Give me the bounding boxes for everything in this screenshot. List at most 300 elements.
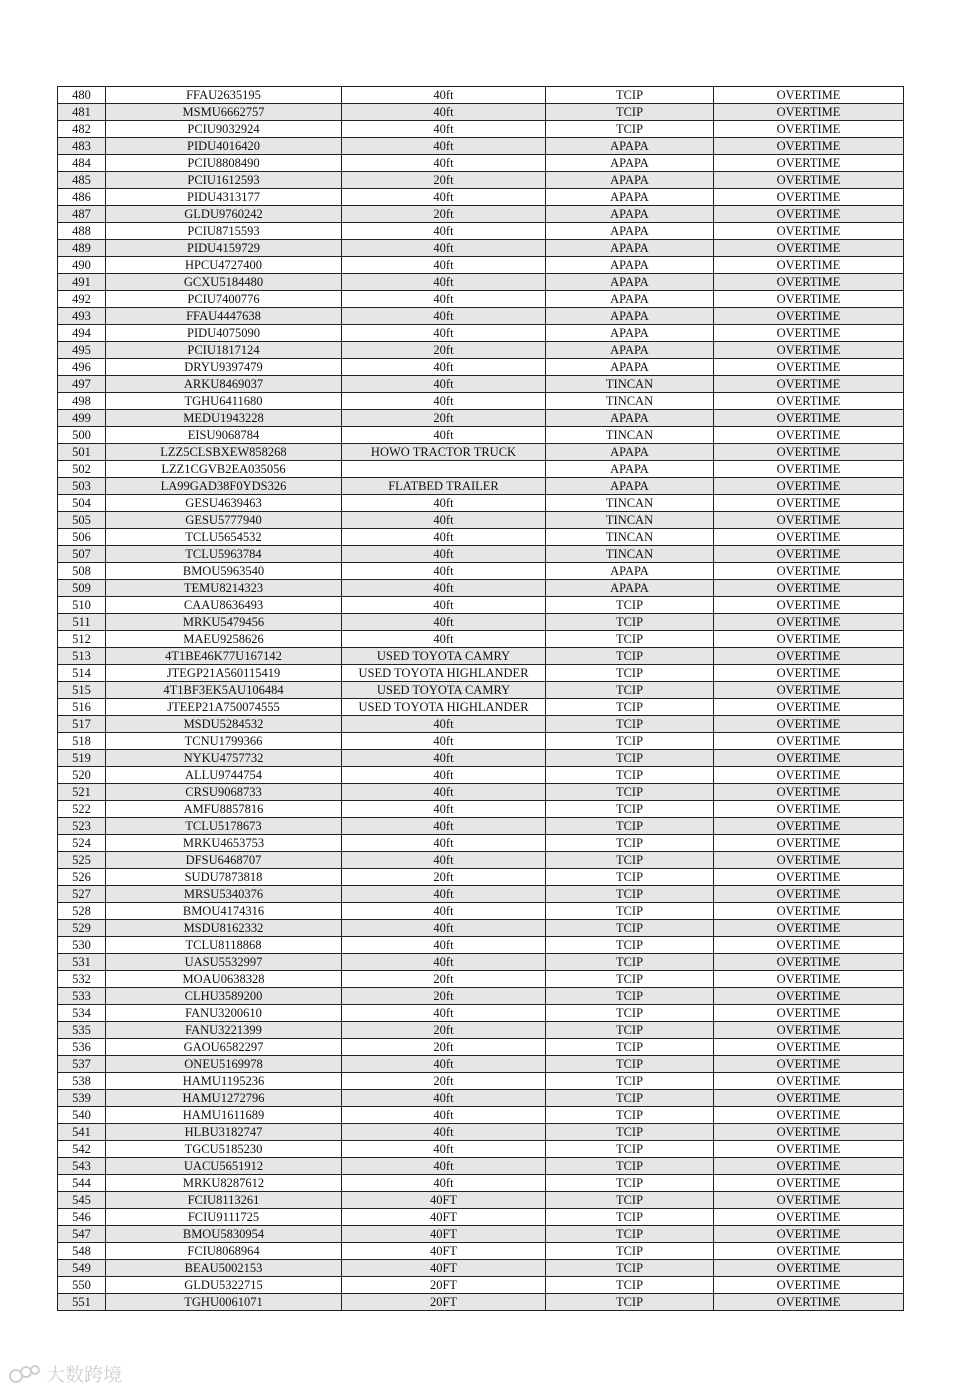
container-id-cell: TCLU8118868	[106, 937, 342, 954]
status-cell: OVERTIME	[714, 393, 904, 410]
row-number-cell: 486	[58, 189, 106, 206]
container-id-cell: GESU4639463	[106, 495, 342, 512]
status-cell: OVERTIME	[714, 478, 904, 495]
terminal-cell: APAPA	[546, 461, 714, 478]
container-id-cell: 4T1BF3EK5AU106484	[106, 682, 342, 699]
row-number-cell: 499	[58, 410, 106, 427]
size-description-cell: 40FT	[342, 1243, 546, 1260]
status-cell: OVERTIME	[714, 410, 904, 427]
container-id-cell: DFSU6468707	[106, 852, 342, 869]
container-id-cell: GLDU5322715	[106, 1277, 342, 1294]
status-cell: OVERTIME	[714, 1022, 904, 1039]
size-description-cell: 40ft	[342, 1124, 546, 1141]
container-id-cell: CLHU3589200	[106, 988, 342, 1005]
terminal-cell: TCIP	[546, 1073, 714, 1090]
container-id-cell: UASU5532997	[106, 954, 342, 971]
table-row	[58, 1294, 904, 1311]
table-row	[58, 580, 904, 597]
container-id-cell: TCNU1799366	[106, 733, 342, 750]
terminal-cell: TCIP	[546, 733, 714, 750]
table-row	[58, 1192, 904, 1209]
status-cell: OVERTIME	[714, 1005, 904, 1022]
row-number-cell: 496	[58, 359, 106, 376]
container-id-cell: GAOU6582297	[106, 1039, 342, 1056]
table-row	[58, 461, 904, 478]
size-description-cell: 40ft	[342, 580, 546, 597]
status-cell: OVERTIME	[714, 665, 904, 682]
table-row	[58, 903, 904, 920]
size-description-cell: 20ft	[342, 206, 546, 223]
table-row	[58, 546, 904, 563]
table-row	[58, 257, 904, 274]
size-description-cell: 40ft	[342, 308, 546, 325]
container-table-sheet	[57, 86, 904, 1311]
status-cell: OVERTIME	[714, 1175, 904, 1192]
container-id-cell: PIDU4159729	[106, 240, 342, 257]
status-cell: OVERTIME	[714, 104, 904, 121]
table-row	[58, 920, 904, 937]
status-cell: OVERTIME	[714, 529, 904, 546]
terminal-cell: TCIP	[546, 835, 714, 852]
table-row	[58, 1209, 904, 1226]
row-number-cell: 491	[58, 274, 106, 291]
status-cell: OVERTIME	[714, 189, 904, 206]
size-description-cell: 40ft	[342, 240, 546, 257]
terminal-cell: TCIP	[546, 954, 714, 971]
container-id-cell: PIDU4313177	[106, 189, 342, 206]
status-cell: OVERTIME	[714, 546, 904, 563]
row-number-cell: 528	[58, 903, 106, 920]
table-row	[58, 393, 904, 410]
row-number-cell: 513	[58, 648, 106, 665]
table-row	[58, 1260, 904, 1277]
status-cell: OVERTIME	[714, 325, 904, 342]
status-cell: OVERTIME	[714, 682, 904, 699]
status-cell: OVERTIME	[714, 1073, 904, 1090]
size-description-cell: 40ft	[342, 138, 546, 155]
table-row	[58, 104, 904, 121]
row-number-cell: 511	[58, 614, 106, 631]
status-cell: OVERTIME	[714, 1090, 904, 1107]
table-row	[58, 342, 904, 359]
row-number-cell: 543	[58, 1158, 106, 1175]
table-row	[58, 665, 904, 682]
row-number-cell: 520	[58, 767, 106, 784]
table-row	[58, 716, 904, 733]
status-cell: OVERTIME	[714, 257, 904, 274]
size-description-cell: 40ft	[342, 937, 546, 954]
terminal-cell: TCIP	[546, 1175, 714, 1192]
size-description-cell: 20ft	[342, 1039, 546, 1056]
table-row	[58, 1022, 904, 1039]
terminal-cell: TCIP	[546, 614, 714, 631]
container-id-cell: MAEU9258626	[106, 631, 342, 648]
container-id-cell: ARKU8469037	[106, 376, 342, 393]
table-row	[58, 359, 904, 376]
size-description-cell: 40ft	[342, 155, 546, 172]
container-id-cell: LZZ5CLSBXEW858268	[106, 444, 342, 461]
status-cell: OVERTIME	[714, 1260, 904, 1277]
row-number-cell: 551	[58, 1294, 106, 1311]
size-description-cell: USED TOYOTA CAMRY	[342, 648, 546, 665]
size-description-cell: 20FT	[342, 1294, 546, 1311]
terminal-cell: TCIP	[546, 818, 714, 835]
status-cell: OVERTIME	[714, 461, 904, 478]
status-cell: OVERTIME	[714, 699, 904, 716]
table-row	[58, 784, 904, 801]
size-description-cell: 40ft	[342, 189, 546, 206]
row-number-cell: 519	[58, 750, 106, 767]
terminal-cell: TCIP	[546, 1090, 714, 1107]
table-row	[58, 223, 904, 240]
table-row	[58, 1005, 904, 1022]
row-number-cell: 518	[58, 733, 106, 750]
terminal-cell: TINCAN	[546, 376, 714, 393]
container-id-cell: UACU5651912	[106, 1158, 342, 1175]
row-number-cell: 534	[58, 1005, 106, 1022]
status-cell: OVERTIME	[714, 1124, 904, 1141]
row-number-cell: 548	[58, 1243, 106, 1260]
table-row	[58, 937, 904, 954]
container-id-cell: MSDU8162332	[106, 920, 342, 937]
row-number-cell: 495	[58, 342, 106, 359]
status-cell: OVERTIME	[714, 274, 904, 291]
row-number-cell: 509	[58, 580, 106, 597]
status-cell: OVERTIME	[714, 1039, 904, 1056]
container-id-cell: MRSU5340376	[106, 886, 342, 903]
size-description-cell: HOWO TRACTOR TRUCK	[342, 444, 546, 461]
table-row	[58, 801, 904, 818]
table-row	[58, 308, 904, 325]
size-description-cell: 20ft	[342, 342, 546, 359]
row-number-cell: 539	[58, 1090, 106, 1107]
size-description-cell: USED TOYOTA HIGHLANDER	[342, 699, 546, 716]
container-id-cell: PCIU9032924	[106, 121, 342, 138]
container-id-cell: PIDU4075090	[106, 325, 342, 342]
size-description-cell: 40ft	[342, 631, 546, 648]
row-number-cell: 484	[58, 155, 106, 172]
row-number-cell: 489	[58, 240, 106, 257]
container-id-cell: BMOU5830954	[106, 1226, 342, 1243]
terminal-cell: TCIP	[546, 665, 714, 682]
row-number-cell: 501	[58, 444, 106, 461]
container-id-cell: PCIU8808490	[106, 155, 342, 172]
container-id-cell: FCIU8068964	[106, 1243, 342, 1260]
size-description-cell: 40ft	[342, 954, 546, 971]
terminal-cell: TCIP	[546, 1141, 714, 1158]
row-number-cell: 488	[58, 223, 106, 240]
row-number-cell: 535	[58, 1022, 106, 1039]
container-table	[57, 86, 904, 1311]
row-number-cell: 498	[58, 393, 106, 410]
row-number-cell: 503	[58, 478, 106, 495]
row-number-cell: 538	[58, 1073, 106, 1090]
size-description-cell: 40ft	[342, 920, 546, 937]
table-row	[58, 291, 904, 308]
row-number-cell: 507	[58, 546, 106, 563]
row-number-cell: 533	[58, 988, 106, 1005]
size-description-cell: 40ft	[342, 563, 546, 580]
table-row	[58, 376, 904, 393]
status-cell: OVERTIME	[714, 1158, 904, 1175]
status-cell: OVERTIME	[714, 597, 904, 614]
container-id-cell: PCIU1612593	[106, 172, 342, 189]
terminal-cell: APAPA	[546, 189, 714, 206]
row-number-cell: 500	[58, 427, 106, 444]
table-row	[58, 1277, 904, 1294]
size-description-cell: 40ft	[342, 104, 546, 121]
container-id-cell: LA99GAD38F0YDS326	[106, 478, 342, 495]
size-description-cell: 40ft	[342, 1158, 546, 1175]
status-cell: OVERTIME	[714, 750, 904, 767]
size-description-cell: 40ft	[342, 325, 546, 342]
size-description-cell: FLATBED TRAILER	[342, 478, 546, 495]
terminal-cell: APAPA	[546, 444, 714, 461]
size-description-cell: 40ft	[342, 886, 546, 903]
table-row	[58, 206, 904, 223]
size-description-cell: 40ft	[342, 257, 546, 274]
table-row	[58, 563, 904, 580]
row-number-cell: 517	[58, 716, 106, 733]
terminal-cell: APAPA	[546, 257, 714, 274]
container-id-cell: TGCU5185230	[106, 1141, 342, 1158]
terminal-cell: APAPA	[546, 172, 714, 189]
status-cell: OVERTIME	[714, 971, 904, 988]
size-description-cell: 40ft	[342, 427, 546, 444]
status-cell: OVERTIME	[714, 937, 904, 954]
status-cell: OVERTIME	[714, 733, 904, 750]
table-row	[58, 529, 904, 546]
row-number-cell: 516	[58, 699, 106, 716]
status-cell: OVERTIME	[714, 155, 904, 172]
size-description-cell: 40ft	[342, 835, 546, 852]
size-description-cell: 40FT	[342, 1192, 546, 1209]
terminal-cell: TCIP	[546, 1022, 714, 1039]
terminal-cell: TCIP	[546, 699, 714, 716]
status-cell: OVERTIME	[714, 240, 904, 257]
terminal-cell: TCIP	[546, 1039, 714, 1056]
terminal-cell: TCIP	[546, 1056, 714, 1073]
container-id-cell: TGHU0061071	[106, 1294, 342, 1311]
container-id-cell: PCIU7400776	[106, 291, 342, 308]
status-cell: OVERTIME	[714, 920, 904, 937]
row-number-cell: 483	[58, 138, 106, 155]
terminal-cell: TCIP	[546, 903, 714, 920]
size-description-cell: 40ft	[342, 852, 546, 869]
container-id-cell: TGHU6411680	[106, 393, 342, 410]
terminal-cell: TCIP	[546, 784, 714, 801]
table-row	[58, 1056, 904, 1073]
table-row	[58, 325, 904, 342]
status-cell: OVERTIME	[714, 512, 904, 529]
row-number-cell: 512	[58, 631, 106, 648]
row-number-cell: 521	[58, 784, 106, 801]
table-row	[58, 240, 904, 257]
row-number-cell: 497	[58, 376, 106, 393]
size-description-cell: 40ft	[342, 614, 546, 631]
status-cell: OVERTIME	[714, 495, 904, 512]
row-number-cell: 526	[58, 869, 106, 886]
table-row	[58, 155, 904, 172]
terminal-cell: TCIP	[546, 1209, 714, 1226]
terminal-cell: TINCAN	[546, 546, 714, 563]
table-row	[58, 971, 904, 988]
status-cell: OVERTIME	[714, 954, 904, 971]
container-id-cell: TCLU5654532	[106, 529, 342, 546]
status-cell: OVERTIME	[714, 716, 904, 733]
terminal-cell: TCIP	[546, 988, 714, 1005]
table-row	[58, 1226, 904, 1243]
size-description-cell: 20FT	[342, 1277, 546, 1294]
watermark	[8, 1360, 122, 1387]
table-row	[58, 954, 904, 971]
container-id-cell: FFAU4447638	[106, 308, 342, 325]
status-cell: OVERTIME	[714, 580, 904, 597]
size-description-cell: 40FT	[342, 1209, 546, 1226]
container-id-cell: HAMU1611689	[106, 1107, 342, 1124]
terminal-cell: TCIP	[546, 869, 714, 886]
table-row	[58, 597, 904, 614]
terminal-cell: TCIP	[546, 852, 714, 869]
terminal-cell: TCIP	[546, 971, 714, 988]
terminal-cell: APAPA	[546, 563, 714, 580]
status-cell: OVERTIME	[714, 1277, 904, 1294]
container-id-cell: CAAU8636493	[106, 597, 342, 614]
size-description-cell: 40ft	[342, 1005, 546, 1022]
terminal-cell: APAPA	[546, 580, 714, 597]
container-id-cell: NYKU4757732	[106, 750, 342, 767]
container-id-cell: FFAU2635195	[106, 87, 342, 104]
status-cell: OVERTIME	[714, 1226, 904, 1243]
table-row	[58, 835, 904, 852]
size-description-cell: 40ft	[342, 291, 546, 308]
status-cell: OVERTIME	[714, 291, 904, 308]
status-cell: OVERTIME	[714, 138, 904, 155]
container-id-cell: BEAU5002153	[106, 1260, 342, 1277]
table-row	[58, 444, 904, 461]
container-id-cell: CRSU9068733	[106, 784, 342, 801]
table-row	[58, 410, 904, 427]
table-row	[58, 121, 904, 138]
container-id-cell: TEMU8214323	[106, 580, 342, 597]
container-id-cell: TCLU5963784	[106, 546, 342, 563]
row-number-cell: 492	[58, 291, 106, 308]
row-number-cell: 523	[58, 818, 106, 835]
size-description-cell: 20ft	[342, 988, 546, 1005]
status-cell: OVERTIME	[714, 818, 904, 835]
status-cell: OVERTIME	[714, 172, 904, 189]
container-id-cell: HLBU3182747	[106, 1124, 342, 1141]
row-number-cell: 542	[58, 1141, 106, 1158]
container-id-cell: PIDU4016420	[106, 138, 342, 155]
status-cell: OVERTIME	[714, 784, 904, 801]
table-row	[58, 750, 904, 767]
status-cell: OVERTIME	[714, 1243, 904, 1260]
container-id-cell: MSMU6662757	[106, 104, 342, 121]
row-number-cell: 504	[58, 495, 106, 512]
container-id-cell: FCIU9111725	[106, 1209, 342, 1226]
row-number-cell: 494	[58, 325, 106, 342]
container-table-body	[58, 87, 904, 1311]
size-description-cell: USED TOYOTA CAMRY	[342, 682, 546, 699]
row-number-cell: 529	[58, 920, 106, 937]
terminal-cell: APAPA	[546, 206, 714, 223]
row-number-cell: 481	[58, 104, 106, 121]
container-id-cell: LZZ1CGVB2EA035056	[106, 461, 342, 478]
row-number-cell: 487	[58, 206, 106, 223]
row-number-cell: 530	[58, 937, 106, 954]
terminal-cell: TCIP	[546, 597, 714, 614]
row-number-cell: 510	[58, 597, 106, 614]
status-cell: OVERTIME	[714, 1056, 904, 1073]
table-row	[58, 1158, 904, 1175]
container-id-cell: GLDU9760242	[106, 206, 342, 223]
container-id-cell: MSDU5284532	[106, 716, 342, 733]
size-description-cell: 40ft	[342, 1141, 546, 1158]
status-cell: OVERTIME	[714, 1107, 904, 1124]
row-number-cell: 532	[58, 971, 106, 988]
size-description-cell: 40ft	[342, 750, 546, 767]
row-number-cell: 482	[58, 121, 106, 138]
status-cell: OVERTIME	[714, 614, 904, 631]
status-cell: OVERTIME	[714, 869, 904, 886]
container-id-cell: PCIU8715593	[106, 223, 342, 240]
terminal-cell: TCIP	[546, 682, 714, 699]
table-row	[58, 1039, 904, 1056]
status-cell: OVERTIME	[714, 1192, 904, 1209]
terminal-cell: TINCAN	[546, 427, 714, 444]
terminal-cell: TCIP	[546, 1192, 714, 1209]
row-number-cell: 550	[58, 1277, 106, 1294]
table-row	[58, 682, 904, 699]
container-id-cell: JTEGP21A560115419	[106, 665, 342, 682]
table-row	[58, 1175, 904, 1192]
row-number-cell: 506	[58, 529, 106, 546]
size-description-cell: 40ft	[342, 87, 546, 104]
terminal-cell: TINCAN	[546, 495, 714, 512]
size-description-cell: 20ft	[342, 971, 546, 988]
status-cell: OVERTIME	[714, 801, 904, 818]
container-id-cell: GCXU5184480	[106, 274, 342, 291]
terminal-cell: TCIP	[546, 87, 714, 104]
logo-bubbles-icon	[8, 1362, 42, 1386]
size-description-cell: 40ft	[342, 1175, 546, 1192]
table-row	[58, 886, 904, 903]
size-description-cell: 40ft	[342, 767, 546, 784]
terminal-cell: TCIP	[546, 886, 714, 903]
container-id-cell: MRKU5479456	[106, 614, 342, 631]
size-description-cell: 20ft	[342, 869, 546, 886]
size-description-cell: 40ft	[342, 1090, 546, 1107]
status-cell: OVERTIME	[714, 988, 904, 1005]
terminal-cell: APAPA	[546, 138, 714, 155]
terminal-cell: APAPA	[546, 342, 714, 359]
size-description-cell: 40ft	[342, 223, 546, 240]
table-row	[58, 512, 904, 529]
row-number-cell: 508	[58, 563, 106, 580]
terminal-cell: APAPA	[546, 325, 714, 342]
terminal-cell: APAPA	[546, 359, 714, 376]
terminal-cell: TCIP	[546, 1294, 714, 1311]
terminal-cell: APAPA	[546, 223, 714, 240]
terminal-cell: TCIP	[546, 1107, 714, 1124]
size-description-cell: 40ft	[342, 546, 546, 563]
table-row	[58, 189, 904, 206]
watermark-text: 大数跨境	[46, 1364, 123, 1386]
size-description-cell: 20ft	[342, 410, 546, 427]
table-row	[58, 869, 904, 886]
terminal-cell: APAPA	[546, 308, 714, 325]
